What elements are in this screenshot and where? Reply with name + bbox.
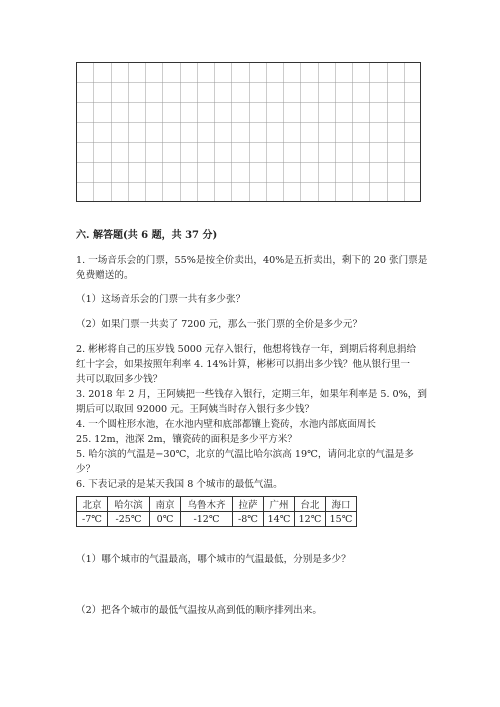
city-cell: 台北 xyxy=(295,497,326,512)
temperature-table xyxy=(76,496,357,527)
city-cell: 南京 xyxy=(150,497,181,512)
city-cell: 乌鲁木齐 xyxy=(181,497,233,512)
temp-cell: 12℃ xyxy=(295,512,326,527)
city-cell: 广州 xyxy=(264,497,295,512)
q2-line3: 共可以取回多少钱？ xyxy=(76,374,163,385)
q3-line1: 3. 2018 年 2 月，王阿姨把一些钱存入银行，定期三年，如果年利率是 5. 0%，到 xyxy=(76,389,427,400)
city-cell: 海口 xyxy=(326,497,357,512)
q2-line2: 红十字会，如果按照年利率 4. 14%计算，彬彬可以捐出多少钱？他从银行里一 xyxy=(76,359,410,370)
temp-cell: 0℃ xyxy=(150,512,181,527)
q6-sub1: （1）哪个城市的气温最高，哪个城市的气温最低，分别是多少？ xyxy=(76,554,351,565)
temp-cell: -7℃ xyxy=(77,512,108,527)
city-cell: 拉萨 xyxy=(233,497,264,512)
q1-line2: 免费赠送的。 xyxy=(76,270,134,281)
q1-sub1: （1）这场音乐会的门票一共有多少张？ xyxy=(76,294,246,305)
q3-line2: 期后可以取回 92000 元。王阿姨当时存入银行多少钱？ xyxy=(76,404,315,415)
temp-cell: 14℃ xyxy=(264,512,295,527)
city-cell: 哈尔滨 xyxy=(108,497,150,512)
q5-line2: 少？ xyxy=(76,464,96,475)
temp-cell: 15℃ xyxy=(326,512,357,527)
q4-line2: 25. 12m，池深 2m，镶瓷砖的面积是多少平方米？ xyxy=(76,434,297,445)
q5-line1: 5. 哈尔滨的气温是−30℃，北京的气温比哈尔滨高 19℃，请问北京的气温是多 xyxy=(76,449,414,460)
section-title: 六. 解答题(共 6 题，共 37 分) xyxy=(76,230,218,241)
writing-grid xyxy=(76,62,421,202)
q4-line1: 4. 一个圆柱形水池，在水池内壁和底部都镶上瓷砖，水池内部底面周长 xyxy=(76,419,377,430)
temp-cell: -8℃ xyxy=(233,512,264,527)
q6-sub2: （2）把各个城市的最低气温按从高到低的顺序排列出来。 xyxy=(76,605,322,616)
city-cell: 北京 xyxy=(77,497,108,512)
q1-sub2: （2）如果门票一共卖了 7200 元，那么一张门票的全价是多少元？ xyxy=(76,319,363,330)
temp-cell: -25℃ xyxy=(108,512,150,527)
table-row-temps xyxy=(77,512,357,527)
q2-line1: 2. 彬彬将自己的压岁钱 5000 元存入银行，他想将钱存一年，到期后将利息捐给 xyxy=(76,344,417,355)
table-row-cities xyxy=(77,497,357,512)
q6-line1: 6. 下表记录的是某天我国 8 个城市的最低气温。 xyxy=(76,479,283,490)
temp-cell: -12℃ xyxy=(181,512,233,527)
q1-line1: 1. 一场音乐会的门票，55%是按全价卖出，40%是五折卖出，剩下的 20 张门票是 xyxy=(76,255,428,266)
